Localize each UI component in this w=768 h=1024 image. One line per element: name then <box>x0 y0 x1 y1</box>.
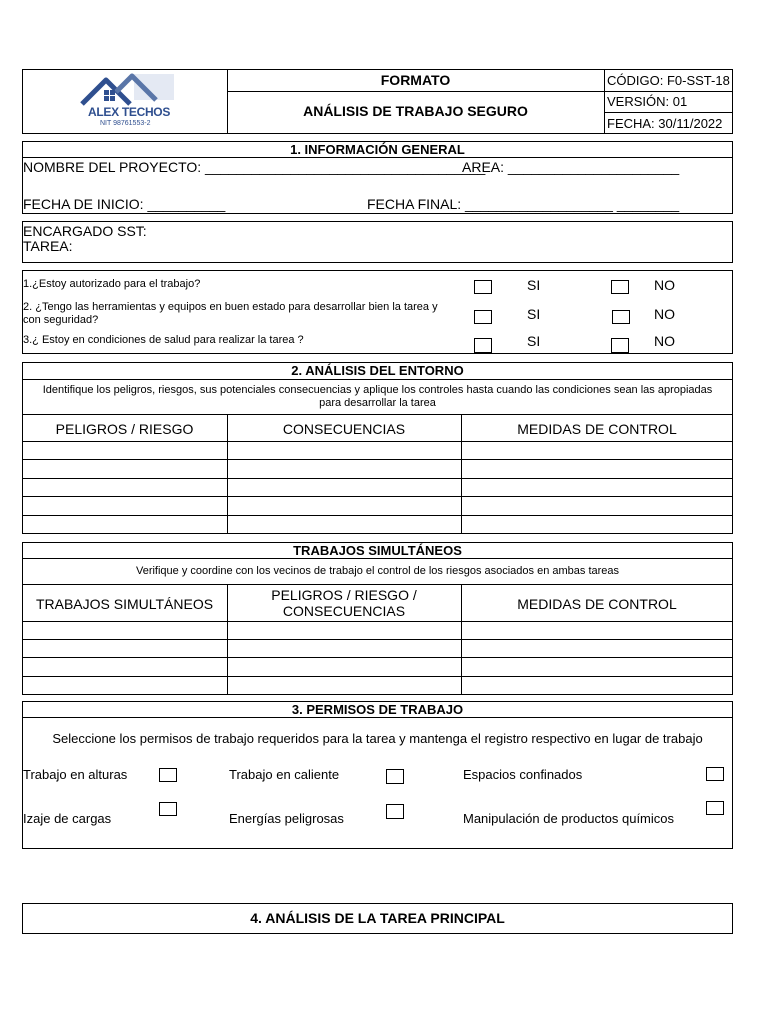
permits-instruction: Seleccione los permisos de trabajo requeridos para la tarea y mantenga el registro respectivo en lugar de trabajo <box>52 731 703 746</box>
question-2-no-checkbox[interactable] <box>612 310 630 324</box>
start-date-field[interactable]: FECHA DE INICIO: __________ <box>23 196 226 212</box>
no-label: NO <box>654 277 675 293</box>
general-info-title: 1. INFORMACIÓN GENERAL <box>290 142 465 157</box>
permits-title: 3. PERMISOS DE TRABAJO <box>291 702 464 717</box>
section-divider <box>22 621 733 622</box>
column-header: TRABAJOS SIMULTÁNEOS <box>35 596 214 612</box>
doc-title: ANÁLISIS DE TRABAJO SEGURO <box>303 103 528 119</box>
table-row <box>22 657 733 658</box>
permit-heights-checkbox[interactable] <box>159 768 177 782</box>
permit-label: Trabajo en caliente <box>229 767 340 782</box>
no-label: NO <box>654 306 675 322</box>
column-header: CONSECUENCIAS <box>282 603 406 619</box>
table-row <box>22 496 733 497</box>
area-field[interactable]: AREA: ______________________ <box>462 159 680 175</box>
question-2-line2: con seguridad? <box>23 314 99 326</box>
question-3-no-checkbox[interactable] <box>611 338 629 353</box>
table-row <box>22 459 733 460</box>
section-divider <box>22 584 733 585</box>
simultaneous-instruction: Verifique y coordine con los vecinos de trabajo el control de los riesgos asociados en ambas tareas <box>135 565 620 577</box>
header-divider <box>604 69 605 134</box>
section-divider <box>22 441 733 442</box>
section-divider <box>22 414 733 415</box>
permit-label: Energías peligrosas <box>229 811 344 826</box>
table-row <box>22 676 733 677</box>
permit-label: Espacios confinados <box>463 767 583 782</box>
question-1-yes-checkbox[interactable] <box>474 280 492 294</box>
permits-box <box>22 701 733 849</box>
table-row <box>22 639 733 640</box>
project-name-field[interactable]: NOMBRE DEL PROYECTO: ____________________________________ <box>23 159 486 175</box>
environment-instruction: para desarrollar la tarea <box>319 397 436 409</box>
section-divider <box>22 717 733 718</box>
yes-label: SI <box>527 306 541 322</box>
doc-version: VERSIÓN: 01 <box>607 94 688 109</box>
permit-hazardous-energy-checkbox[interactable] <box>386 804 404 819</box>
sst-field[interactable]: ENCARGADO SST: <box>23 223 147 239</box>
table-row <box>22 515 733 516</box>
column-header: PELIGROS / RIESGO <box>55 421 194 437</box>
section-divider <box>22 379 733 380</box>
column-header: MEDIDAS DE CONTROL <box>517 596 677 612</box>
environment-instruction: Identifique los peligros, riesgos, sus potenciales consecuencias y aplique los controles hasta cuando las condiciones sean las apropiadas <box>42 384 713 396</box>
permit-label: Izaje de cargas <box>23 811 112 826</box>
yes-label: SI <box>527 277 541 293</box>
end-date-field[interactable]: FECHA FINAL: ___________________ ________ <box>367 196 680 212</box>
simultaneous-title: TRABAJOS SIMULTÁNEOS <box>293 543 462 558</box>
logo-nit: NIT 98761553-2 <box>100 120 151 127</box>
header-divider <box>604 112 733 113</box>
doc-type: FORMATO <box>380 72 451 88</box>
question-3: 3.¿ Estoy en condiciones de salud para realizar la tarea ? <box>23 334 304 346</box>
main-task-title: 4. ANÁLISIS DE LA TAREA PRINCIPAL <box>250 910 505 926</box>
permit-hot-work-checkbox[interactable] <box>386 769 404 784</box>
question-2-yes-checkbox[interactable] <box>474 310 492 324</box>
question-1: 1.¿Estoy autorizado para el trabajo? <box>23 278 201 290</box>
task-field[interactable]: TAREA: <box>23 238 73 254</box>
permit-confined-spaces-checkbox[interactable] <box>706 767 724 781</box>
permit-label: Manipulación de productos químicos <box>463 811 675 826</box>
logo-brand: ALEX TECHOS <box>88 105 171 119</box>
permit-chemicals-checkbox[interactable] <box>706 801 724 815</box>
no-label: NO <box>654 333 675 349</box>
question-1-no-checkbox[interactable] <box>611 280 629 294</box>
table-row <box>22 478 733 479</box>
doc-code: CÓDIGO: F0-SST-18 <box>607 73 730 88</box>
question-2-line1: 2. ¿Tengo las herramientas y equipos en buen estado para desarrollar bien la tarea y <box>23 301 438 313</box>
column-header: MEDIDAS DE CONTROL <box>517 421 677 437</box>
section-divider <box>22 558 733 559</box>
column-header: PELIGROS / RIESGO / <box>271 587 417 603</box>
question-3-yes-checkbox[interactable] <box>474 338 492 353</box>
yes-label: SI <box>527 333 541 349</box>
permit-label: Trabajo en alturas <box>23 767 128 782</box>
environment-title: 2. ANÁLISIS DEL ENTORNO <box>291 363 464 378</box>
section-divider <box>22 157 733 158</box>
header-divider <box>227 91 733 92</box>
permit-lifting-checkbox[interactable] <box>159 802 177 816</box>
column-header: CONSECUENCIAS <box>282 421 406 437</box>
doc-date: FECHA: 30/11/2022 <box>607 116 723 131</box>
